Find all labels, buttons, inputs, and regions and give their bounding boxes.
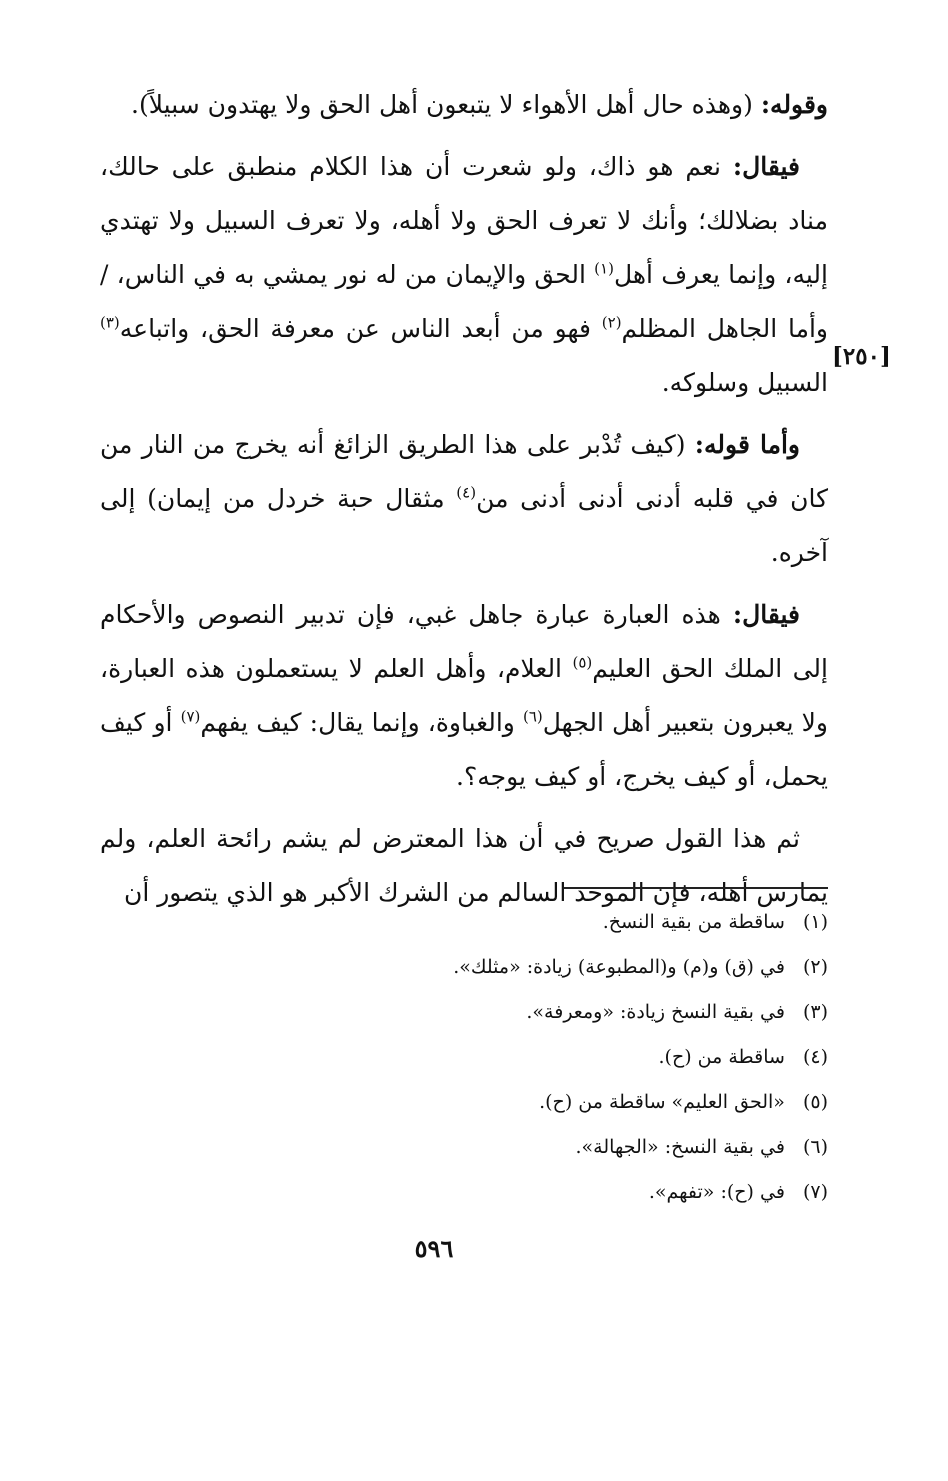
- page-number: ٥٩٦: [414, 1234, 454, 1263]
- paragraph-lead: فيقال:: [732, 152, 800, 181]
- paragraph-text: العلام، وأهل العلم لا يستعملون هذه العبارة، ولا يعبرون بتعبير أهل الجهل: [100, 654, 828, 737]
- paragraph: [100, 418, 828, 580]
- paragraph: [100, 588, 828, 804]
- footnote: [453, 1080, 828, 1125]
- paragraph-text: هذه العبارة عبارة جاهل غبي، فإن تدبير النصوص والأحكام إلى الملك الحق العليم: [100, 600, 828, 683]
- paragraph-text: أو كيف يحمل، أو كيف يخرج، أو كيف يوجه؟.: [100, 708, 828, 791]
- paragraph-text: الحق والإيمان من له نور يمشي به في الناس، / وأما الجاهل المظلم: [100, 260, 828, 343]
- footnote-number: (٥): [802, 1091, 828, 1113]
- paragraph-text: السبيل وسلوكه.: [661, 368, 828, 397]
- footnote-text: في بقية النسخ زيادة: «ومعرفة».: [526, 1001, 785, 1023]
- footnote-reference: (٦): [522, 707, 543, 726]
- footnote-number: (٦): [802, 1136, 828, 1158]
- footnote-text: ساقطة من (ح).: [658, 1046, 785, 1068]
- footnote-number: (٤): [802, 1046, 828, 1068]
- footnote-text: في بقية النسخ: «الجهالة».: [575, 1136, 785, 1158]
- footnote: [453, 990, 828, 1035]
- paragraph-text: مثقال حبة خردل من إيمان) إلى آخره.: [100, 484, 828, 567]
- paragraph: [100, 78, 828, 132]
- paragraph-text: نعم هو ذاك، ولو شعرت أن هذا الكلام منطبق على حالك، مناد بضلالك؛ وأنك لا تعرف الحق ولا أهله، ولا تعرف السبيل ولا تهتدي إليه، وإنما يعرف أهل: [100, 152, 828, 289]
- footnote-number: (٢): [802, 956, 828, 978]
- footnote-text: «الحق العليم» ساقطة من (ح).: [539, 1091, 785, 1113]
- footnote-number: (١): [802, 911, 828, 933]
- paragraph-text: والغباوة، وإنما يقال: كيف يفهم: [200, 708, 523, 737]
- paragraph-lead: وقوله:: [760, 90, 828, 119]
- footnote-reference: (٢): [601, 313, 622, 332]
- paragraph-text: (كيف تُدْبر على هذا الطريق الزائغ أنه يخرج من النار من كان في قلبه أدنى أدنى أدنى من: [100, 430, 828, 513]
- footnote-reference: (٣): [100, 313, 120, 332]
- footnotes: [453, 900, 828, 1215]
- footnote-reference: (٥): [572, 653, 593, 672]
- footnote: [453, 1125, 828, 1170]
- manuscript-page-reference: [٢٥٠]: [832, 343, 891, 370]
- footnote-reference: (١): [594, 259, 614, 278]
- footnote-separator: [564, 887, 828, 889]
- paragraph: [100, 140, 828, 410]
- footnote: [453, 1170, 828, 1215]
- paragraph-text: فهو من أبعد الناس عن معرفة الحق، واتباعه: [119, 314, 602, 343]
- footnote-text: في (ح): «تفهم».: [648, 1181, 785, 1203]
- footnote-number: (٣): [802, 1001, 828, 1023]
- paragraph-lead: فيقال:: [732, 600, 800, 629]
- footnote: [453, 945, 828, 990]
- footnote-text: ساقطة من بقية النسخ.: [602, 911, 785, 933]
- footnote-reference: (٤): [456, 483, 477, 502]
- footnote-text: في (ق) و(م) و(المطبوعة) زيادة: «مثلك».: [453, 956, 785, 978]
- paragraph-text: (وهذه حال أهل الأهواء لا يتبعون أهل الحق ولا يهتدون سبيلاً).: [131, 90, 761, 119]
- footnote: [453, 1035, 828, 1080]
- footnote-number: (٧): [802, 1181, 828, 1203]
- footnote: [453, 900, 828, 945]
- paragraph-text: ثم هذا القول صريح في أن هذا المعترض لم يشم رائحة العلم، ولم يمارس أهله، فإن الموحد السالم من الشرك الأكبر هو الذي يتصور أن: [100, 824, 828, 907]
- footnote-reference: (٧): [180, 707, 201, 726]
- paragraph-lead: وأما قوله:: [694, 430, 800, 459]
- main-text: [100, 78, 828, 928]
